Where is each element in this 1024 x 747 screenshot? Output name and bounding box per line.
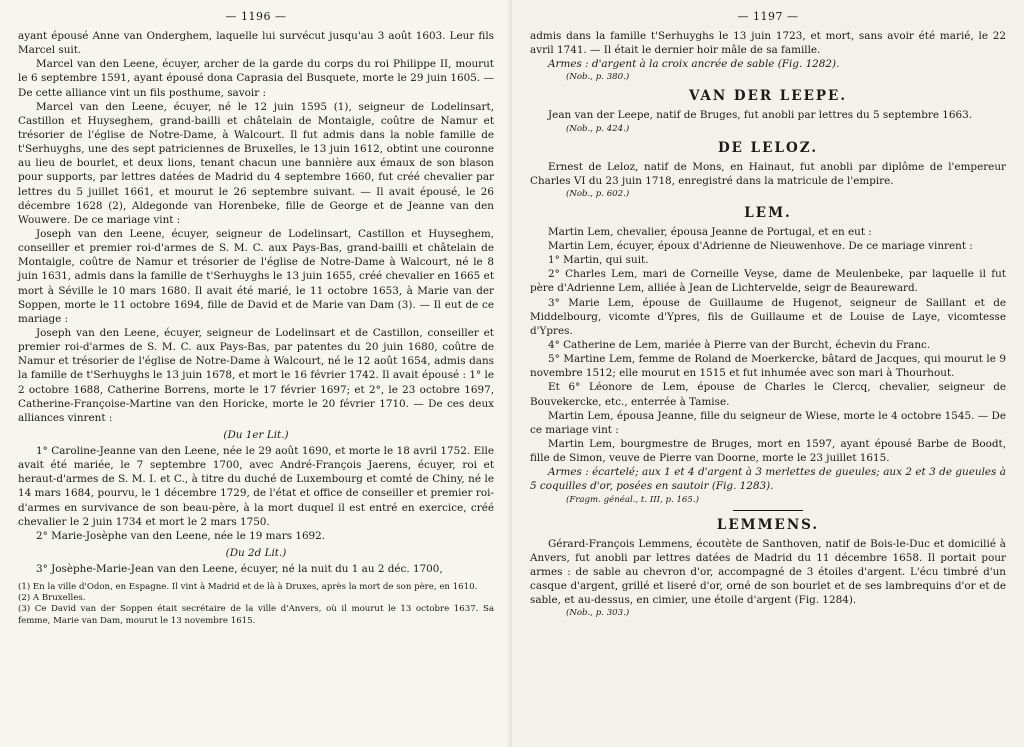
source-reference: (Nob., p. 380.) xyxy=(566,72,630,83)
paragraph: Gérard-François Lemmens, écoutète de Santhoven, natif de Bois-le-Duc et domicilié à Anvers, fut anobli par lettres datées de Madrid du 11 décembre 1658. Il portait pour armes : de sable au chevron d'or, accompagné de 3 étoiles d'argent. L'écu timbré d'un casque d'argent, grillé et liseré d'or, orné de son bourlet et de ses lambrequins d'or et de sable, et au-dessus, en cimier, une étoile d'argent (Fig. 1284). xyxy=(530,537,1006,607)
paragraph: Joseph van den Leene, écuyer, seigneur de Lodelinsart et de Castillon, conseiller et premier roi-d'armes de S. M. C. aux Pays-Bas, par patentes du 20 juin 1680, coûtre de Namur et trésorier de l'église de Notre-Dame à Walcourt, né le 12 août 1654, admis dans la famille de t'Serhuyghs le 13 juin 1678, et mort le 16 février 1742. Il avait épousé : 1° le 2 octobre 1688, Catherine Borrens, morte le 17 février 1697; et 2°, le 23 octobre 1697, Catherine-Françoise-Martine van den Horicke, morte le 20 février 1710. — De ces deux alliances vinrent : xyxy=(18,326,494,424)
paragraph: Martin Lem, écuyer, époux d'Adrienne de Nieuwenhove. De ce mariage vinrent : xyxy=(548,239,973,252)
paragraph: 1° Martin, qui suit. xyxy=(548,254,649,267)
source-reference: (Fragm. généal., t. III, p. 165.) xyxy=(566,494,699,505)
paragraph: admis dans la famille t'Serhuyghs le 13 juin 1723, et mort, sans avoir été marié, le 22 avril 1741. — Il était le dernier hoir mâle de sa famille. xyxy=(530,30,1006,57)
paragraph: Martin Lem, bourgmestre de Bruges, mort en 1597, ayant épousé Barbe de Boodt, fille de Simon, veuve de Pierre van Doorne, morte le 23 juillet 1615. xyxy=(530,437,1006,465)
paragraph: Marcel van den Leene, écuyer, né le 12 juin 1595 (1), seigneur de Lodelinsart, Castillon et Huyseghem, grand-bailli et châtelain de Montaigle, coûtre de Namur et trésorier de l'église de Notre-Dame, à Walcourt. Il fut admis dans la noble famille de t'Serhuyghs, une des sept patriciennes de Bruxelles, le 13 juin 1612, obtint une couronne au lieu de bourlet, et deux lions, tenant chacun une bannière aux émaux de son blason pour supports, par lettres datées de Madrid du 4 septembre 1660, fut créé chevalier par lettres du 5 juillet 1661, et mourut le 26 septembre suivant. — Il avait épousé, le 26 décembre 1628 (2), Aldegonde van Horenbeke, fille de George et de Jeanne van den Wouwere. De ce mariage vint : xyxy=(18,100,494,226)
paragraph: 4° Catherine de Lem, mariée à Pierre van der Burcht, échevin du Franc. xyxy=(548,338,931,351)
child-entry: 2° Marie-Josèphe van den Leene, née le 19 mars 1692. xyxy=(36,529,326,542)
entry-van-der-leepe xyxy=(530,88,1006,133)
paragraph: 3° Marie Lem, épouse de Guillaume de Hugenot, seigneur de Saillant et de Middelbourg, vicomte d'Ypres, fils de Guillaume et de Louise de Laye, vicomtesse d'Ypres. xyxy=(530,296,1006,337)
footnote: (3) Ce David van der Soppen était secrétaire de la ville d'Anvers, où il mourut le 13 octobre 1637. Sa femme, Marie van Dam, mourut le 13 novembre 1615. xyxy=(18,604,494,626)
page-number-right: — 1197 — xyxy=(737,10,799,23)
page-number-left: — 1196 — xyxy=(225,10,287,23)
paragraph: Martin Lem, épousa Jeanne, fille du seigneur de Wiese, morte le 4 octobre 1545. — De ce mariage vint : xyxy=(530,409,1006,436)
source-reference: (Nob., p. 602.) xyxy=(566,188,630,199)
entry-lem xyxy=(530,205,1006,505)
paragraph: ayant épousé Anne van Onderghem, laquelle lui survécut jusqu'au 3 août 1603. Leur fils Marcel suit. xyxy=(18,30,494,57)
lit-heading-1: (Du 1er Lit.) xyxy=(223,428,289,441)
entry-heading: LEM. xyxy=(744,204,792,221)
right-page xyxy=(512,0,1024,747)
footnote: (2) A Bruxelles. xyxy=(18,593,86,604)
footnotes xyxy=(18,582,494,627)
paragraph: Marcel van den Leene, écuyer, archer de la garde du corps du roi Philippe II, mourut le 6 septembre 1591, ayant épousé dona Caprasia del Busquete, morte le 29 juin 1605. — De cette alliance vint un fils posthume, savoir : xyxy=(18,58,494,99)
paragraph: Et 6° Léonore de Lem, épouse de Charles le Clercq, chevalier, seigneur de Bouvekercke, etc., enterrée à Tamise. xyxy=(530,381,1006,408)
arms-description: Armes : écartelé; aux 1 et 4 d'argent à 3 merlettes de gueules; aux 2 et 3 de gueules à 5 coquilles d'or, posées en sautoir (Fig. 1283). xyxy=(530,466,1006,493)
footnote: (1) En la ville d'Odon, en Espagne. Il vint à Madrid et de là à Druxes, après la mort de son père, en 1610. xyxy=(18,582,478,593)
arms-description: Armes : d'argent à la croix ancrée de sable (Fig. 1282). xyxy=(548,58,840,71)
entry-heading: DE LELOZ. xyxy=(717,139,819,156)
entry-de-leloz xyxy=(530,140,1006,199)
entry-heading: LEMMENS. xyxy=(716,516,820,533)
child-entry: 3° Josèphe-Marie-Jean van den Leene, écuyer, né la nuit du 1 au 2 déc. 1700, xyxy=(36,562,443,575)
source-reference: (Nob., p. 424.) xyxy=(566,123,630,134)
lit-heading-2: (Du 2d Lit.) xyxy=(225,546,287,559)
paragraph: Martin Lem, chevalier, épousa Jeanne de Portugal, et en eut : xyxy=(548,225,872,238)
entry-lemmens xyxy=(530,510,1006,619)
entry-heading: VAN DER LEEPE. xyxy=(688,88,848,105)
paragraph: Jean van der Leepe, natif de Bruges, fut anobli par lettres du 5 septembre 1663. xyxy=(548,109,973,122)
paragraph: Joseph van den Leene, écuyer, seigneur de Lodelinsart, Castillon et Huyseghem, conseiller et premier roi-d'armes de S. M. C. aux Pays-Bas, grand-bailli et châtelain de Montaigle, coûtre de Namur et trésorier de l'église de Notre-Dame à Walcourt, né le 8 juin 1631, admis dans la famille de t'Serhuyghs le 13 juin 1655, créé chevalier en 1665 et mort à Séville le 10 mars 1680. Il avait été marié, le 11 octobre 1653, à Marie van der Soppen, morte le 11 octobre 1694, fille de David et de Marie van Dam (3). — Il eut de ce mariage : xyxy=(18,227,494,325)
child-entry: 1° Caroline-Jeanne van den Leene, née le 29 août 1690, et morte le 18 avril 1752. Elle avait été mariée, le 7 septembre 1700, avec André-François Jaerens, écuyer, roi et heraut-d'armes de S. M. I. et C., à titre du duché de Luxembourg et comté de Chiny, né le 14 mars 1684, pourvu, le 1 décembre 1729, de l'état et office de conseiller et premier roi-d'armes en survivance de son beau-père, à la mort duquel il est entré en exercice, créé chevalier le 2 juin 1734 et mort le 2 mars 1750. xyxy=(18,444,494,528)
paragraph: 5° Martine Lem, femme de Roland de Moerkercke, bâtard de Jacques, qui mourut le 9 novembre 1512; elle mourut en 1515 et fut inhumée avec son mari à Thourhout. xyxy=(530,353,1006,380)
paragraph: Ernest de Leloz, natif de Mons, en Hainaut, fut anobli par diplôme de l'empereur Charles VI du 23 juin 1718, enregistré dans la matricule de l'empire. xyxy=(530,160,1006,187)
paragraph: 2° Charles Lem, mari de Corneille Veyse, dame de Meulenbeke, par laquelle il fut père d'Adrienne Lem, alliée à Jean de Lichtervelde, seigr de Beaureward. xyxy=(530,268,1006,295)
section-rule xyxy=(733,510,803,511)
source-reference: (Nob., p. 303.) xyxy=(566,608,630,619)
